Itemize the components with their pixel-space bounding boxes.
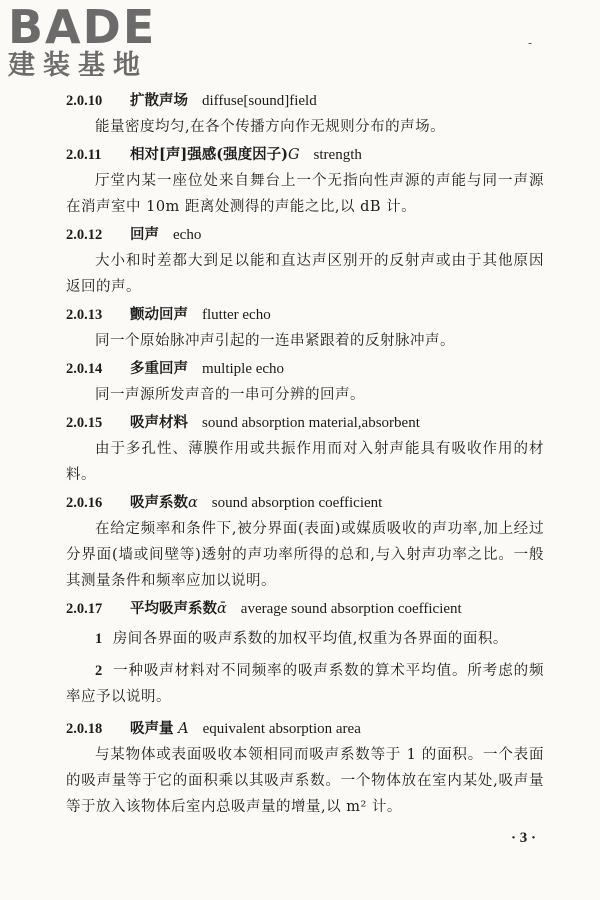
entry-term-cn: 吸声材料 xyxy=(130,414,188,431)
entry-number: 2.0.15 xyxy=(66,415,103,431)
entry-definition: 能量密度均匀,在各个传播方向作无规则分布的声场。 xyxy=(95,119,446,135)
entry-2-0-15 xyxy=(66,410,544,488)
entry-definition: 大小和时差都大到足以能和直达声区别开的反射声或由于其他原因返回的声。 xyxy=(66,253,544,295)
entry-heading xyxy=(66,490,544,516)
entry-term-cn: 平均吸声系数 xyxy=(130,600,217,617)
entry-term-cn: 回声 xyxy=(130,226,159,243)
entry-definition: 厅堂内某一座位处来自舞台上一个无指向性声源的声能与同一声源在消声室中 10m 距离处测得的声能之比,以 dB 计。 xyxy=(66,173,544,215)
entry-number: 2.0.16 xyxy=(66,495,103,511)
entry-2-0-12 xyxy=(66,222,544,300)
entry-term-en: diffuse[sound]field xyxy=(202,93,317,109)
entry-heading xyxy=(66,88,544,114)
item-text: 一种吸声材料对不同频率的吸声系数的算术平均值。所考虑的频率应予以说明。 xyxy=(66,663,544,705)
entry-term-cn: 吸声量 xyxy=(130,720,174,737)
entry-2-0-11 xyxy=(66,142,544,220)
entry-term-en: sound absorption material,absorbent xyxy=(202,415,420,431)
entry-2-0-17 xyxy=(66,596,544,710)
item-number: 2 xyxy=(95,663,103,679)
entry-2-0-14 xyxy=(66,356,544,408)
entry-heading xyxy=(66,410,544,436)
entry-symbol: A xyxy=(178,721,189,737)
item-text: 房间各界面的吸声系数的加权平均值,权重为各界面的面积。 xyxy=(112,631,508,647)
entry-number: 2.0.13 xyxy=(66,307,103,323)
entry-definition: 与某物体或表面吸收本领相同而吸声系数等于 1 的面积。一个表面的吸声量等于它的面积乘以其吸声系数。一个物体放在室内某处,吸声量等于放入该物体后室内总吸声量的增量,以 m² 计。 xyxy=(66,747,544,815)
definition-item xyxy=(66,658,544,710)
entry-term-cn: 相对[声]强感(强度因子) xyxy=(130,146,288,163)
entry-number: 2.0.11 xyxy=(66,147,102,163)
entry-definition: 同一声源所发声音的一串可分辨的回声。 xyxy=(95,387,365,403)
entry-symbol: α xyxy=(188,495,198,511)
document-body xyxy=(66,88,544,822)
corner-mark: - xyxy=(527,36,532,50)
page-number: · 3 · xyxy=(510,830,536,846)
entry-heading xyxy=(66,356,544,382)
entry-definition: 在给定频率和条件下,被分界面(表面)或媒质吸收的声功率,加上经过分界面(墙或间壁等)透射的声功率所得的总和,与入射声功率之比。一般其测量条件和频率应加以说明。 xyxy=(66,521,544,589)
definition-item xyxy=(66,626,544,652)
entry-term-en: echo xyxy=(173,227,202,243)
entry-2-0-16 xyxy=(66,490,544,594)
entry-definition: 同一个原始脉冲声引起的一连串紧跟着的反射脉冲声。 xyxy=(95,333,455,349)
entry-symbol: ᾱ xyxy=(217,601,227,617)
entry-heading xyxy=(66,302,544,328)
entry-definition: 由于多孔性、薄膜作用或共振作用而对入射声能具有吸收作用的材料。 xyxy=(66,441,544,483)
logo-word: BADE xyxy=(8,0,157,54)
entry-term-cn: 扩散声场 xyxy=(130,92,188,109)
entry-term-en: average sound absorption coefficient xyxy=(240,601,462,617)
entry-number: 2.0.14 xyxy=(66,361,103,377)
entry-2-0-13 xyxy=(66,302,544,354)
entry-2-0-10 xyxy=(66,88,544,140)
watermark-logo xyxy=(8,0,188,82)
entry-term-cn: 吸声系数 xyxy=(130,494,188,511)
entry-term-en: equivalent absorption area xyxy=(202,721,361,737)
entry-number: 2.0.17 xyxy=(66,601,103,617)
entry-term-en: sound absorption coefficient xyxy=(211,495,383,511)
entry-term-cn: 颤动回声 xyxy=(130,306,188,323)
entry-number: 2.0.10 xyxy=(66,93,103,109)
entry-heading xyxy=(66,222,544,248)
item-number: 1 xyxy=(95,631,103,647)
entry-term-en: flutter echo xyxy=(202,307,271,323)
entry-number: 2.0.18 xyxy=(66,721,103,737)
entry-number: 2.0.12 xyxy=(66,227,103,243)
entry-term-en: multiple echo xyxy=(202,361,285,377)
entry-heading xyxy=(66,596,544,622)
logo-cn: 建装基地 xyxy=(8,50,148,81)
entry-term-en: strength xyxy=(313,147,362,163)
entry-term-cn: 多重回声 xyxy=(130,360,188,377)
entry-symbol: G xyxy=(287,147,300,163)
entry-heading xyxy=(66,142,544,168)
entry-heading xyxy=(66,716,544,742)
entry-2-0-18 xyxy=(66,716,544,820)
